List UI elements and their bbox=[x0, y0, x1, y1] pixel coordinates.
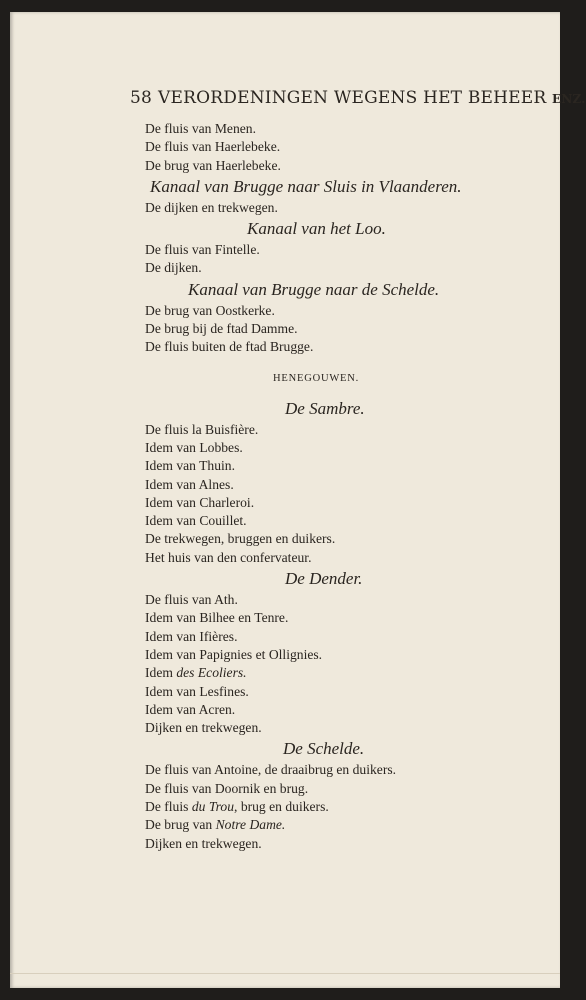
item-text: De fluis bbox=[145, 799, 192, 815]
list-item: De fluis la Buisfière. bbox=[145, 421, 259, 437]
list-item: De fluis van Fintelle. bbox=[145, 242, 260, 258]
canal-heading: Kanaal van het Loo. bbox=[247, 219, 386, 239]
item-text: Idem bbox=[145, 665, 177, 681]
list-item: De brug van Haerlebeke. bbox=[145, 157, 281, 173]
river-heading: De Dender. bbox=[285, 569, 363, 589]
item-italic-text: Notre Dame. bbox=[215, 817, 286, 833]
list-item: Het huis van den confervateur. bbox=[145, 549, 312, 565]
list-item: Idem van Thuin. bbox=[145, 458, 235, 474]
list-item: Idem van Lesfines. bbox=[145, 683, 249, 699]
list-item: Idem van Bilhee en Tenre. bbox=[145, 610, 289, 626]
header-suffix: ENZ. bbox=[551, 92, 586, 106]
list-item: Idem van Papignies et Ollignies. bbox=[145, 646, 323, 662]
list-item: Idem van Ifières. bbox=[145, 628, 238, 644]
item-text: , brug en duikers. bbox=[234, 799, 329, 815]
list-item: De fluis van Ath. bbox=[145, 592, 238, 608]
list-item bbox=[145, 798, 545, 816]
list-item bbox=[145, 664, 545, 682]
canal-heading: Kanaal van Brugge naar de Schelde. bbox=[188, 279, 440, 299]
list-item: De fluis van Haerlebeke. bbox=[145, 139, 281, 155]
section-title: HENEGOUWEN. bbox=[273, 372, 360, 384]
item-italic-text: du Trou bbox=[191, 799, 235, 815]
list-item: Dijken en trekwegen. bbox=[145, 835, 262, 851]
canal-heading: Kanaal van Brugge naar Sluis in Vlaanderen. bbox=[150, 176, 462, 196]
item-text: De brug van bbox=[145, 817, 216, 833]
list-item: De trekwegen, bruggen en duikers. bbox=[145, 531, 336, 547]
list-item: Idem van Charleroi. bbox=[145, 494, 255, 510]
header-title: VERORDENINGEN WEGENS HET BEHEER bbox=[158, 88, 547, 108]
list-item: De brug bij de ftad Damme. bbox=[145, 321, 298, 337]
list-item bbox=[145, 816, 545, 834]
running-header bbox=[130, 88, 586, 108]
list-item: Idem van Acren. bbox=[145, 701, 236, 717]
river-heading: De Schelde. bbox=[283, 739, 365, 759]
item-italic-text: des Ecoliers. bbox=[176, 665, 247, 681]
list-item: Dijken en trekwegen. bbox=[145, 720, 262, 736]
list-item: De dijken. bbox=[145, 260, 202, 276]
page-body bbox=[145, 120, 545, 853]
river-heading: De Sambre. bbox=[285, 398, 365, 418]
list-item: De dijken en trekwegen. bbox=[145, 199, 278, 215]
list-item: Idem van Lobbes. bbox=[145, 439, 243, 455]
list-item: Idem van Couillet. bbox=[145, 513, 247, 529]
list-item: De fluis van Menen. bbox=[145, 121, 256, 136]
list-item: Idem van Alnes. bbox=[145, 476, 234, 492]
list-item: De fluis van Doornik en brug. bbox=[145, 780, 309, 796]
book-page bbox=[10, 12, 586, 988]
list-item: De fluis van Antoine, de draaibrug en duikers. bbox=[145, 762, 397, 778]
list-item: De fluis buiten de ftad Brugge. bbox=[145, 339, 314, 355]
page-number: 58 bbox=[130, 88, 153, 108]
list-item: De brug van Oostkerke. bbox=[145, 302, 275, 318]
